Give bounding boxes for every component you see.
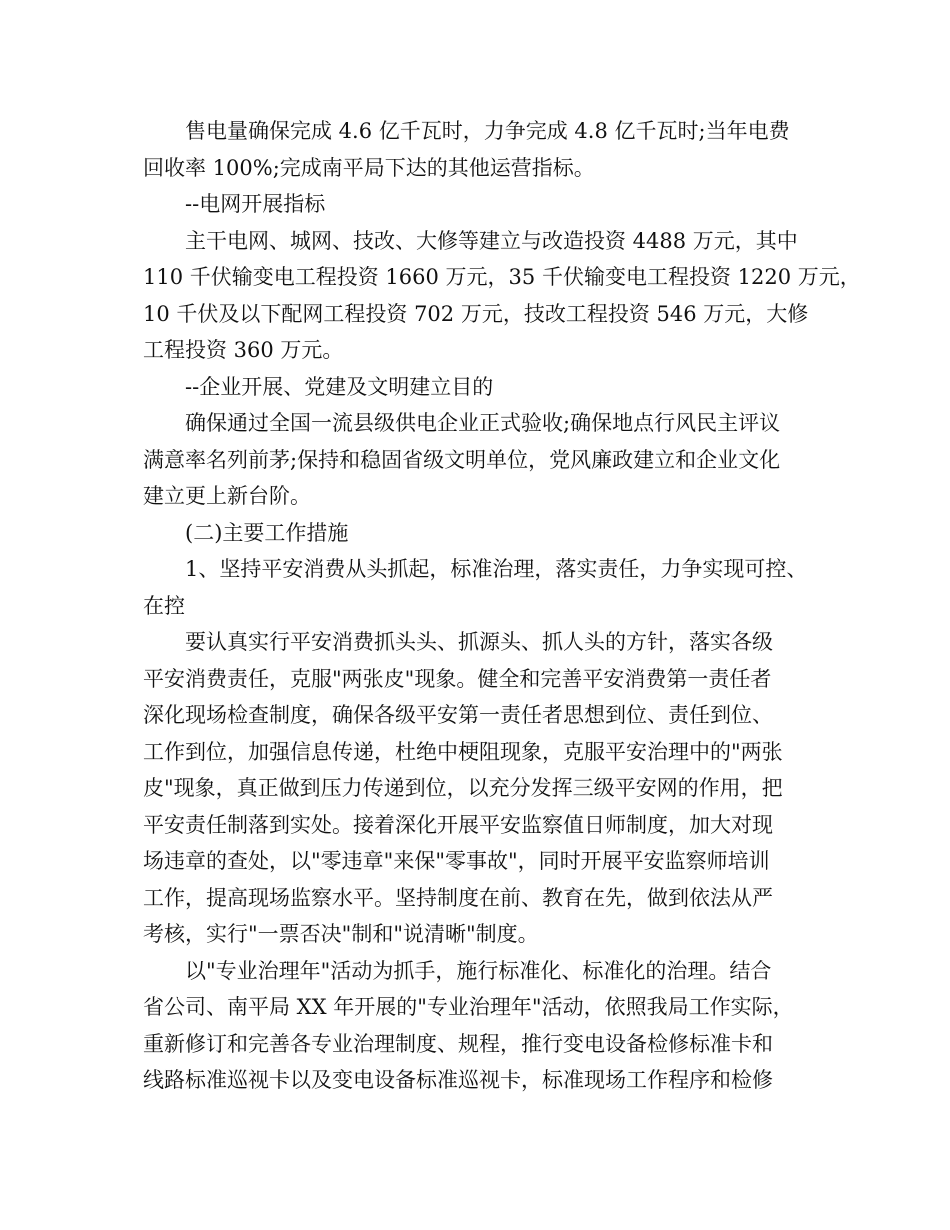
text-line: 工程投资 360 万元。 bbox=[143, 338, 344, 362]
text-line: 深化现场检查制度，确保各级平安第一责任者思想到位、责任到位、 bbox=[143, 703, 773, 727]
section-heading: --电网开展指标 bbox=[185, 192, 326, 216]
text-line: 考核，实行"一票否决"制和"说清晰"制度。 bbox=[143, 922, 539, 946]
text-line: 建立更上新台阶。 bbox=[143, 484, 311, 508]
text-line: 工作，提高现场监察水平。坚持制度在前、教育在先，做到依法从严 bbox=[143, 885, 773, 910]
text-line: 在控 bbox=[143, 593, 185, 618]
text-line: 满意率名列前茅;保持和稳固省级文明单位，党风廉政建立和企业文化 bbox=[143, 447, 781, 472]
text-line: 重新修订和完善各专业治理制度、规程，推行变电设备检修标准卡和 bbox=[143, 1031, 773, 1056]
text-line: 回收率 100%;完成南平局下达的其他运营指标。 bbox=[143, 155, 595, 180]
text-line: 场违章的查处，以"零违章"来保"零事故"，同时开展平安监察师培训 bbox=[143, 849, 770, 873]
section-heading: --企业开展、党建及文明建立目的 bbox=[185, 374, 494, 399]
text-line: 要认真实行平安消费抓头头、抓源头、抓人头的方针，落实各级 bbox=[185, 630, 773, 654]
text-line: 售电量确保完成 4.6 亿千瓦时，力争完成 4.8 亿千瓦时;当年电费 bbox=[185, 119, 790, 143]
text-line: 1、坚持平安消费从头抓起，标准治理，落实责任，力争实现可控、 bbox=[185, 557, 808, 581]
text-line: 线路标准巡视卡以及变电设备标准巡视卡，标准现场工作程序和检修 bbox=[143, 1068, 773, 1092]
text-line: 确保通过全国一流县级供电企业正式验收;确保地点行风民主评议 bbox=[185, 411, 781, 435]
text-line: 平安消费责任，克服"两张皮"现象。健全和完善平安消费第一责任者 bbox=[143, 666, 772, 691]
text-line: 工作到位，加强信息传递，杜绝中梗阻现象，克服平安治理中的"两张 bbox=[143, 739, 783, 764]
section-heading: (二)主要工作措施 bbox=[185, 520, 349, 545]
text-line: 110 千伏输变电工程投资 1660 万元，35 千伏输变电工程投资 1220 万元， bbox=[143, 265, 861, 289]
text-line: 皮"现象，真正做到压力传递到位，以充分发挥三级平安网的作用，把 bbox=[143, 776, 783, 800]
text-line: 10 千伏及以下配网工程投资 702 万元，技改工程投资 546 万元，大修 bbox=[143, 301, 809, 326]
text-line: 以"专业治理年"活动为抓手，施行标准化、标准化的治理。结合 bbox=[185, 958, 772, 983]
text-line: 平安责任制落到实处。接着深化开展平安监察值日师制度，加大对现 bbox=[143, 812, 773, 837]
text-line: 主干电网、城网、技改、大修等建立与改造投资 4488 万元，其中 bbox=[185, 228, 798, 253]
document-body bbox=[143, 113, 861, 1099]
text-line: 省公司、南平局 XX 年开展的"专业治理年"活动，依照我局工作实际， bbox=[143, 995, 794, 1019]
